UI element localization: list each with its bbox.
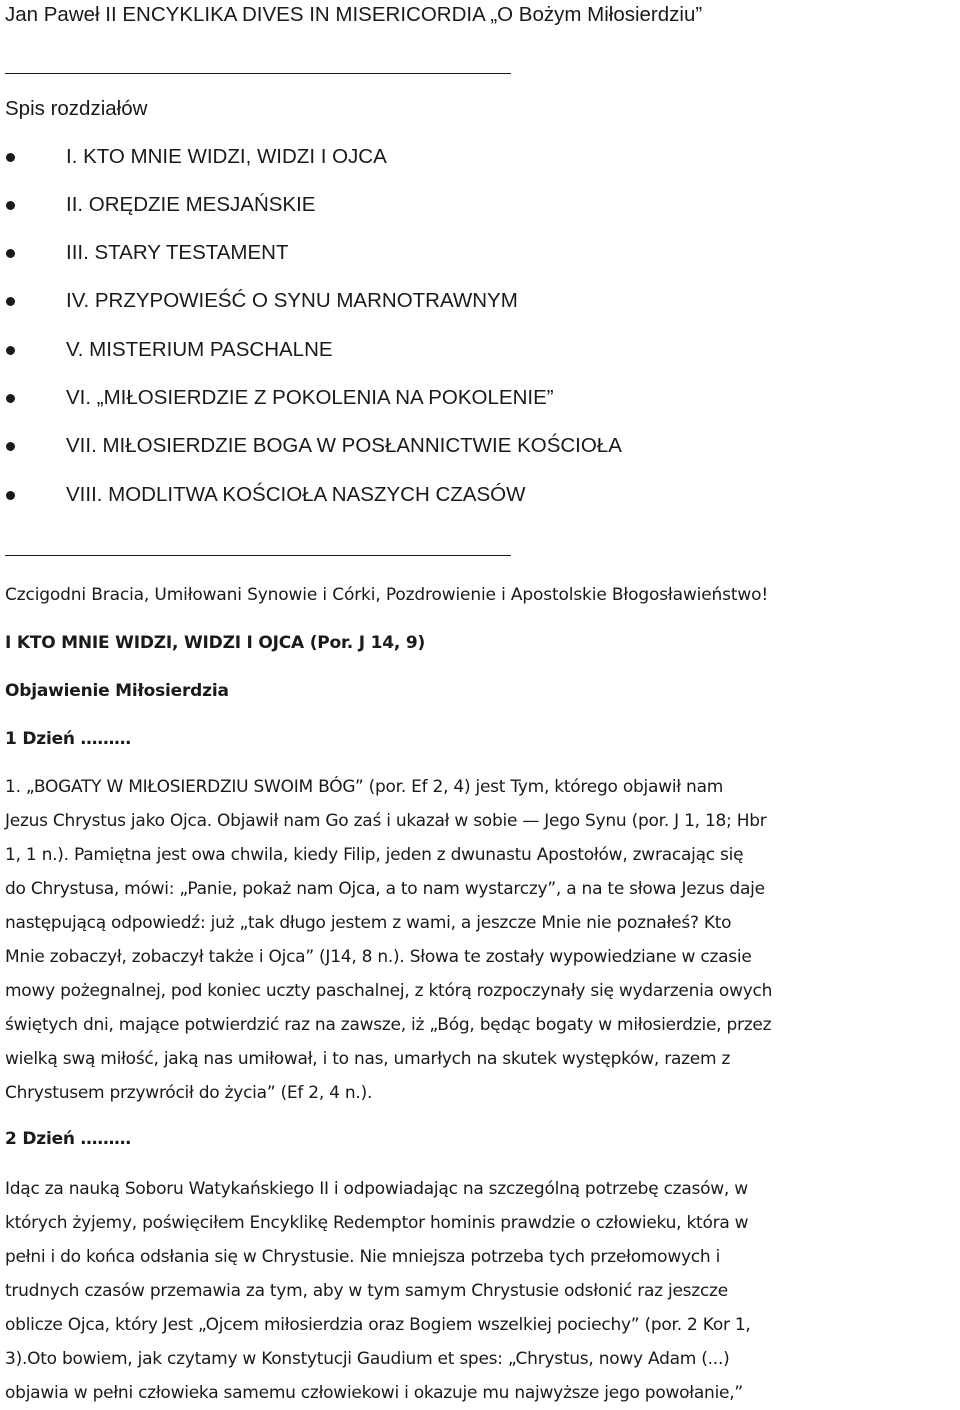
toc-item-label: VIII. MODLITWA KOŚCIOŁA NASZYCH CZASÓW bbox=[66, 483, 526, 506]
paragraph-line: wielką swą miłość, jaką nas umiłował, i to nas, umarłych na skutek występków, razem z bbox=[5, 1049, 731, 1069]
separator-line bbox=[5, 555, 511, 556]
body-paragraph bbox=[5, 1172, 957, 1410]
day-heading: 1 Dzień ……… bbox=[5, 729, 131, 749]
paragraph-line: Jezus Chrystus jako Ojca. Objawił nam Go zaś i ukazał w sobie — Jego Synu (por. J 1, 18; Hbr bbox=[5, 811, 767, 831]
paragraph-line: do Chrystusa, mówi: „Panie, pokaż nam Ojca, a to nam wystarczy”, a na te słowa Jezus daje bbox=[5, 879, 765, 899]
document-title: Jan Paweł II ENCYKLIKA DIVES IN MISERICORDIA „O Bożym Miłosierdziu” bbox=[5, 3, 703, 26]
paragraph-line: Idąc za nauką Soboru Watykańskiego II i odpowiadając na szczególną potrzebę czasów, w bbox=[5, 1179, 748, 1199]
paragraph-line: 1. „BOGATY W MIŁOSIERDZIU SWOIM BÓG” (por. Ef 2, 4) jest Tym, którego objawił nam bbox=[5, 777, 724, 797]
bullet-icon bbox=[6, 346, 15, 355]
paragraph-line: świętych dni, mające potwierdzić raz na zawsze, iż „Bóg, będąc bogaty w miłosierdzie, przez bbox=[5, 1015, 772, 1035]
paragraph-line: następującą odpowiedź: już „tak długo jestem z wami, a jeszcze Mnie nie poznałeś? Kto bbox=[5, 913, 732, 933]
toc-heading: Spis rozdziałów bbox=[5, 97, 148, 120]
paragraph-line: pełni i do końca odsłania się w Chrystusie. Nie mniejsza potrzeba tych przełomowych i bbox=[5, 1247, 721, 1267]
bullet-icon bbox=[6, 153, 15, 162]
toc-item-label: IV. PRZYPOWIEŚĆ O SYNU MARNOTRAWNYM bbox=[66, 289, 518, 312]
chapter-heading: I KTO MNIE WIDZI, WIDZI I OJCA (Por. J 14, 9) bbox=[5, 633, 426, 653]
paragraph-line: Mnie zobaczył, zobaczył także i Ojca” (J14, 8 n.). Słowa te zostały wypowiedziane w czasie bbox=[5, 947, 752, 967]
bullet-icon bbox=[6, 249, 15, 258]
toc-item-label: V. MISTERIUM PASCHALNE bbox=[66, 338, 333, 361]
toc-item-label: VI. „MIŁOSIERDZIE Z POKOLENIA NA POKOLENIE” bbox=[66, 386, 554, 409]
paragraph-line: 1, 1 n.). Pamiętna jest owa chwila, kiedy Filip, jeden z dwunastu Apostołów, zwracając się bbox=[5, 845, 744, 865]
toc-item-label: II. ORĘDZIE MESJAŃSKIE bbox=[66, 193, 316, 216]
greeting-text: Czcigodni Bracia, Umiłowani Synowie i Córki, Pozdrowienie i Apostolskie Błogosławieństwo! bbox=[5, 585, 769, 605]
paragraph-line: mowy pożegnalnej, pod koniec uczty paschalnej, z którą rozpoczynały się wydarzenia owych bbox=[5, 981, 773, 1001]
paragraph-line: oblicze Ojca, który Jest „Ojcem miłosierdzia oraz Bogiem wszelkiej pociechy” (por. 2 Kor 1, bbox=[5, 1315, 751, 1335]
bullet-icon bbox=[6, 201, 15, 210]
bullet-icon bbox=[6, 394, 15, 403]
paragraph-line: Chrystusem przywrócił do życia” (Ef 2, 4 n.). bbox=[5, 1083, 373, 1103]
toc-item-label: I. KTO MNIE WIDZI, WIDZI I OJCA bbox=[66, 145, 387, 168]
bullet-icon bbox=[6, 442, 15, 451]
bullet-icon bbox=[6, 297, 15, 306]
toc-item-label: VII. MIŁOSIERDZIE BOGA W POSŁANNICTWIE KOŚCIOŁA bbox=[66, 434, 622, 457]
paragraph-line: objawia w pełni człowieka samemu człowiekowi i okazuje mu najwyższe jego powołanie,” bbox=[5, 1383, 743, 1403]
paragraph-line: których żyjemy, poświęciłem Encyklikę Redemptor hominis prawdzie o człowieku, która w bbox=[5, 1213, 749, 1233]
section-heading: Objawienie Miłosierdzia bbox=[5, 681, 229, 701]
paragraph-line: trudnych czasów przemawia za tym, aby w tym samym Chrystusie odsłonić raz jeszcze bbox=[5, 1281, 728, 1301]
paragraph-line: 3).Oto bowiem, jak czytamy w Konstytucji Gaudium et spes: „Chrystus, nowy Adam (...) bbox=[5, 1349, 730, 1369]
toc-item-label: III. STARY TESTAMENT bbox=[66, 241, 289, 264]
body-paragraph bbox=[5, 770, 957, 1110]
separator-line bbox=[5, 73, 511, 74]
day-heading: 2 Dzień ……… bbox=[5, 1129, 131, 1149]
bullet-icon bbox=[6, 491, 15, 500]
